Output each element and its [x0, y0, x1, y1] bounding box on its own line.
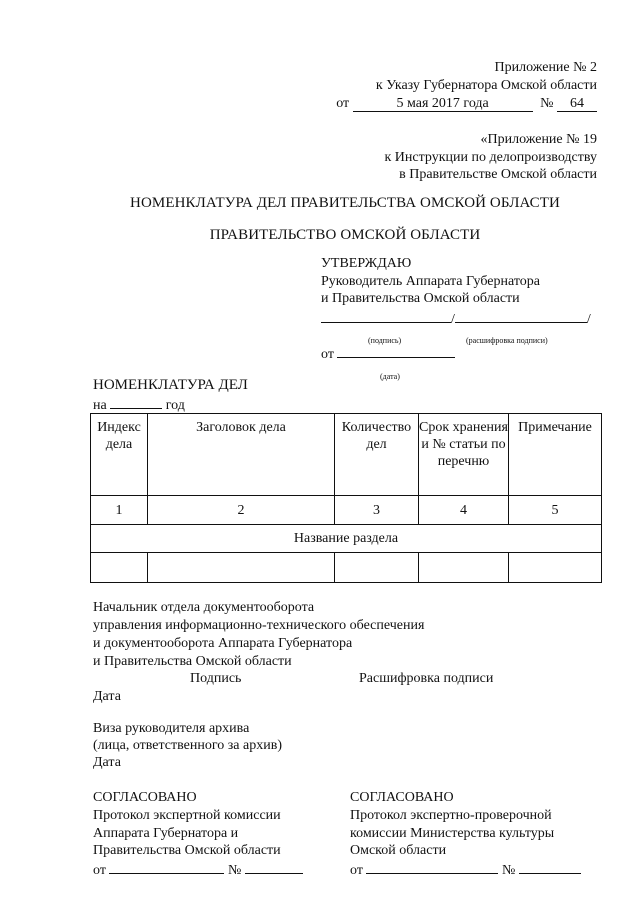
section-name: Название раздела	[91, 525, 602, 553]
appendix-number: 64	[557, 96, 597, 112]
appendix-line-1: Приложение № 2	[494, 60, 597, 75]
agreed-right-line-3: Омской области	[350, 843, 447, 858]
chief-date-label: Дата	[93, 689, 121, 704]
header-retention: Срок хранения и № статьи по перечню	[419, 414, 509, 496]
appendix19-line-1: «Приложение № 19	[480, 132, 597, 147]
table-cell	[335, 553, 419, 583]
approve-slash: /	[451, 312, 455, 327]
column-number: 5	[509, 496, 602, 525]
signature-caption: (подпись)	[368, 336, 402, 345]
agreed-right-heading: СОГЛАСОВАНО	[350, 790, 454, 805]
appendix19-line-3: в Правительстве Омской области	[399, 167, 597, 182]
organization-name: ПРАВИТЕЛЬСТВО ОМСКОЙ ОБЛАСТИ	[209, 227, 481, 243]
chief-line-1: Начальник отдела документооборота	[93, 600, 315, 615]
appendix-date-line	[336, 95, 597, 112]
nomenclature-table	[90, 413, 602, 583]
agreed-left-number-blank	[245, 860, 303, 874]
agreed-right-line-1: Протокол экспертно-проверочной	[350, 808, 552, 823]
appendix-line-2: к Указу Губернатора Омской области	[375, 78, 597, 93]
nomenclature-heading: НОМЕНКЛАТУРА ДЕЛ	[93, 377, 248, 393]
archive-line-2: (лица, ответственного за архив)	[93, 738, 282, 753]
chief-signature-label: Подпись	[190, 671, 242, 686]
appendix-date-prefix: от	[336, 96, 350, 111]
approve-line-2: и Правительства Омской области	[321, 291, 520, 306]
approve-heading: УТВЕРЖДАЮ	[321, 256, 412, 271]
agreed-left-line-3: Правительства Омской области	[93, 843, 281, 858]
signature-blank	[321, 309, 451, 323]
agreed-left-line-2: Аппарата Губернатора и	[93, 826, 239, 841]
chief-decode-label: Расшифровка подписи	[359, 671, 494, 686]
chief-line-4: и Правительства Омской области	[93, 654, 292, 669]
agreed-right-date-prefix: от	[350, 863, 363, 878]
approve-slash-end: /	[586, 312, 591, 327]
nomenclature-year-line	[93, 395, 185, 414]
agreed-left-date-blank	[109, 860, 224, 874]
date-caption: (дата)	[380, 372, 400, 381]
chief-line-3: и документооборота Аппарата Губернатора	[93, 636, 353, 651]
agreed-right-number-prefix: №	[501, 863, 516, 878]
table-section-row	[91, 525, 602, 553]
table-row	[91, 553, 602, 583]
decode-blank	[455, 309, 587, 323]
decode-caption: (расшифровка подписи)	[466, 336, 548, 345]
agreed-left-heading: СОГЛАСОВАНО	[93, 790, 197, 805]
column-number: 2	[148, 496, 335, 525]
appendix19-line-2: к Инструкции по делопроизводству	[384, 150, 597, 165]
table-cell	[148, 553, 335, 583]
appendix-number-prefix: №	[540, 96, 554, 111]
agreed-right-number-blank	[519, 860, 581, 874]
archive-date-label: Дата	[93, 755, 121, 770]
agreed-left-number-prefix: №	[227, 863, 242, 878]
table-number-row	[91, 496, 602, 525]
approve-date-line	[321, 344, 455, 363]
approve-date-blank	[337, 344, 455, 358]
year-suffix: год	[165, 398, 185, 413]
header-note: Примечание	[509, 414, 602, 496]
agreed-left-date-line	[93, 860, 303, 879]
column-number: 4	[419, 496, 509, 525]
table-cell	[509, 553, 602, 583]
year-prefix: на	[93, 398, 107, 413]
document-title: НОМЕНКЛАТУРА ДЕЛ ПРАВИТЕЛЬСТВА ОМСКОЙ ОБЛАСТИ	[130, 195, 560, 211]
approve-date-prefix: от	[321, 347, 334, 362]
approve-line-1: Руководитель Аппарата Губернатора	[321, 274, 540, 289]
column-number: 3	[335, 496, 419, 525]
agreed-right-date-blank	[366, 860, 498, 874]
column-number: 1	[91, 496, 148, 525]
agreed-left-date-prefix: от	[93, 863, 106, 878]
agreed-right-line-2: комиссии Министерства культуры	[350, 826, 555, 841]
table-cell	[91, 553, 148, 583]
year-blank	[110, 395, 162, 409]
header-count: Количество дел	[335, 414, 419, 496]
table-header-row	[91, 414, 602, 496]
archive-line-1: Виза руководителя архива	[93, 721, 250, 736]
approve-signature-line	[321, 309, 591, 328]
table-cell	[419, 553, 509, 583]
header-title: Заголовок дела	[148, 414, 335, 496]
agreed-right-date-line	[350, 860, 581, 879]
appendix-date: 5 мая 2017 года	[353, 96, 533, 112]
header-index: Индекс дела	[91, 414, 148, 496]
chief-line-2: управления информационно-технического обеспечения	[93, 618, 425, 633]
agreed-left-line-1: Протокол экспертной комиссии	[93, 808, 281, 823]
